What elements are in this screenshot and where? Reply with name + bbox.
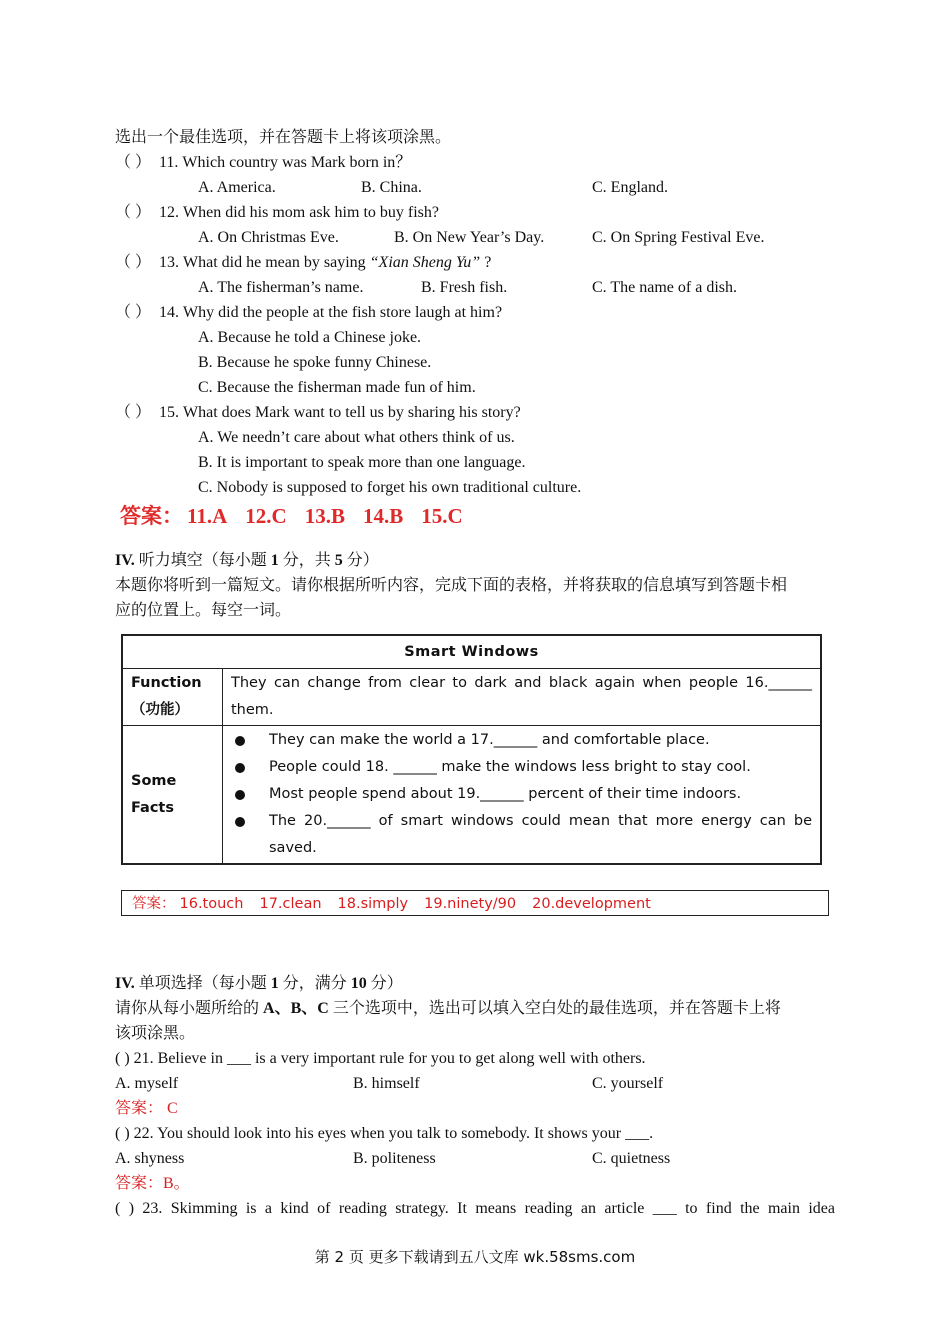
answer-21: 答案： C	[115, 1100, 178, 1117]
fact-item: They can make the world a 17.______ and comfortable place.	[231, 727, 812, 754]
question-12	[115, 203, 439, 223]
answer-label: 答案：	[120, 504, 183, 528]
option-a: A. The fisherman’s name.	[198, 279, 364, 296]
answer-bracket: （ ）	[115, 404, 152, 421]
option-a: A. We needn’t care about what others think of us.	[198, 429, 515, 446]
section-c-instruction: 请你从每小题所给的 A、B、C 三个选项中，选出可以填入空白处的最佳选项，并在答题卡上将	[115, 1000, 781, 1017]
function-text: They can change from clear to dark and black again when people 16.______ them.	[223, 669, 822, 726]
answer-item: 11.A	[187, 504, 228, 528]
bullet-icon	[235, 790, 245, 800]
section-a-answers	[120, 500, 481, 530]
section-b-instruction-cont: 应的位置上。每空一词。	[115, 602, 292, 619]
question-stem: 12. When did his mom ask him to buy fish?	[159, 204, 439, 221]
fact-item: Most people spend about 19.______ percent of their time indoors.	[231, 781, 812, 808]
option-b: B. China.	[361, 179, 422, 196]
answer-item: 17.clean	[259, 896, 322, 912]
question-stem: 11. Which country was Mark born in？	[159, 154, 412, 171]
answer-bracket: （ ）	[115, 254, 152, 271]
question-stem-end: ?	[480, 254, 492, 271]
answer-item: 20.development	[532, 896, 651, 912]
question-22: ( ) 22. You should look into his eyes when you talk to somebody. It shows your ___.	[115, 1125, 654, 1142]
table-title: Smart Windows	[122, 635, 821, 669]
question-14	[115, 303, 502, 323]
smart-windows-table	[121, 634, 822, 865]
option-c: C. yourself	[592, 1075, 664, 1092]
function-label: Function （功能）	[122, 669, 223, 726]
answer-item: 18.simply	[337, 896, 409, 912]
answer-item: 12.C	[245, 504, 287, 528]
question-13	[115, 253, 491, 273]
fact-item: People could 18. ______ make the windows less bright to stay cool.	[231, 754, 812, 781]
answer-item: 14.B	[362, 504, 404, 528]
question-stem: 13. What did he mean by saying	[159, 254, 370, 271]
answer-item: 19.ninety/90	[424, 896, 517, 912]
section-c-instruction-cont: 该项涂黑。	[115, 1025, 196, 1042]
answer-item: 15.C	[421, 504, 463, 528]
answer-label: 答案：	[132, 896, 176, 912]
bullet-icon	[235, 736, 245, 746]
option-c: C. Nobody is supposed to forget his own traditional culture.	[198, 479, 582, 496]
question-21: ( ) 21. Believe in ___ is a very important rule for you to get along well with others.	[115, 1050, 646, 1067]
option-c: C. The name of a dish.	[592, 279, 738, 296]
option-c: C. On Spring Festival Eve.	[592, 229, 765, 246]
option-c: C. quietness	[592, 1150, 671, 1167]
option-b: B. himself	[353, 1075, 420, 1092]
option-a: A. Because he told a Chinese joke.	[198, 329, 422, 346]
section-a-instruction: 选出一个最佳选项，并在答题卡上将该项涂黑。	[115, 129, 452, 146]
question-stem-emphasis: “Xian Sheng Yu”	[369, 254, 481, 271]
bullet-icon	[235, 817, 245, 827]
question-stem: 14. Why did the people at the fish store laugh at him?	[159, 304, 503, 321]
option-b: B. On New Year’s Day.	[394, 229, 545, 246]
option-b: B. Fresh fish.	[421, 279, 508, 296]
option-b: B. Because he spoke funny Chinese.	[198, 354, 432, 371]
option-c: C. Because the fisherman made fun of him.	[198, 379, 476, 396]
page-footer: 第 2 页 更多下载请到五八文库 wk.58sms.com	[314, 1248, 636, 1266]
fact-item-cont: saved.	[269, 840, 317, 856]
option-c: C. England.	[592, 179, 668, 196]
facts-list	[223, 726, 822, 865]
option-b: B. politeness	[353, 1150, 436, 1167]
section-b-instruction: 本题你将听到一篇短文。请你根据所听内容，完成下面的表格，并将获取的信息填写到答题卡相	[115, 577, 788, 594]
answer-22: 答案：B。	[115, 1175, 190, 1192]
question-15	[115, 403, 521, 423]
option-a: A. America.	[198, 179, 276, 196]
question-stem: 15. What does Mark want to tell us by sharing his story?	[159, 404, 521, 421]
answer-bracket: （ ）	[115, 304, 152, 321]
answer-bracket: （ ）	[115, 204, 152, 221]
facts-label: Some Facts	[122, 726, 223, 865]
answer-bracket: （ ）	[115, 154, 152, 171]
section-b-heading: IV. 听力填空（每小题 1 分，共 5 分）	[115, 552, 379, 569]
bullet-icon	[235, 763, 245, 773]
section-c-heading: IV. 单项选择（每小题 1 分，满分 10 分）	[115, 975, 403, 992]
answer-item: 13.B	[304, 504, 345, 528]
answer-item: 16.touch	[179, 896, 244, 912]
option-a: A. On Christmas Eve.	[198, 229, 339, 246]
option-a: A. shyness	[115, 1150, 185, 1167]
fact-item: The 20.______ of smart windows could mean that more energy can be	[231, 808, 812, 835]
section-b-answers	[121, 890, 829, 916]
option-b: B. It is important to speak more than one language.	[198, 454, 526, 471]
question-11	[115, 153, 411, 173]
option-a: A. myself	[115, 1075, 179, 1092]
question-23: ( ) 23. Skimming is a kind of reading strategy. It means reading an article ___ to find the main idea	[115, 1200, 835, 1217]
